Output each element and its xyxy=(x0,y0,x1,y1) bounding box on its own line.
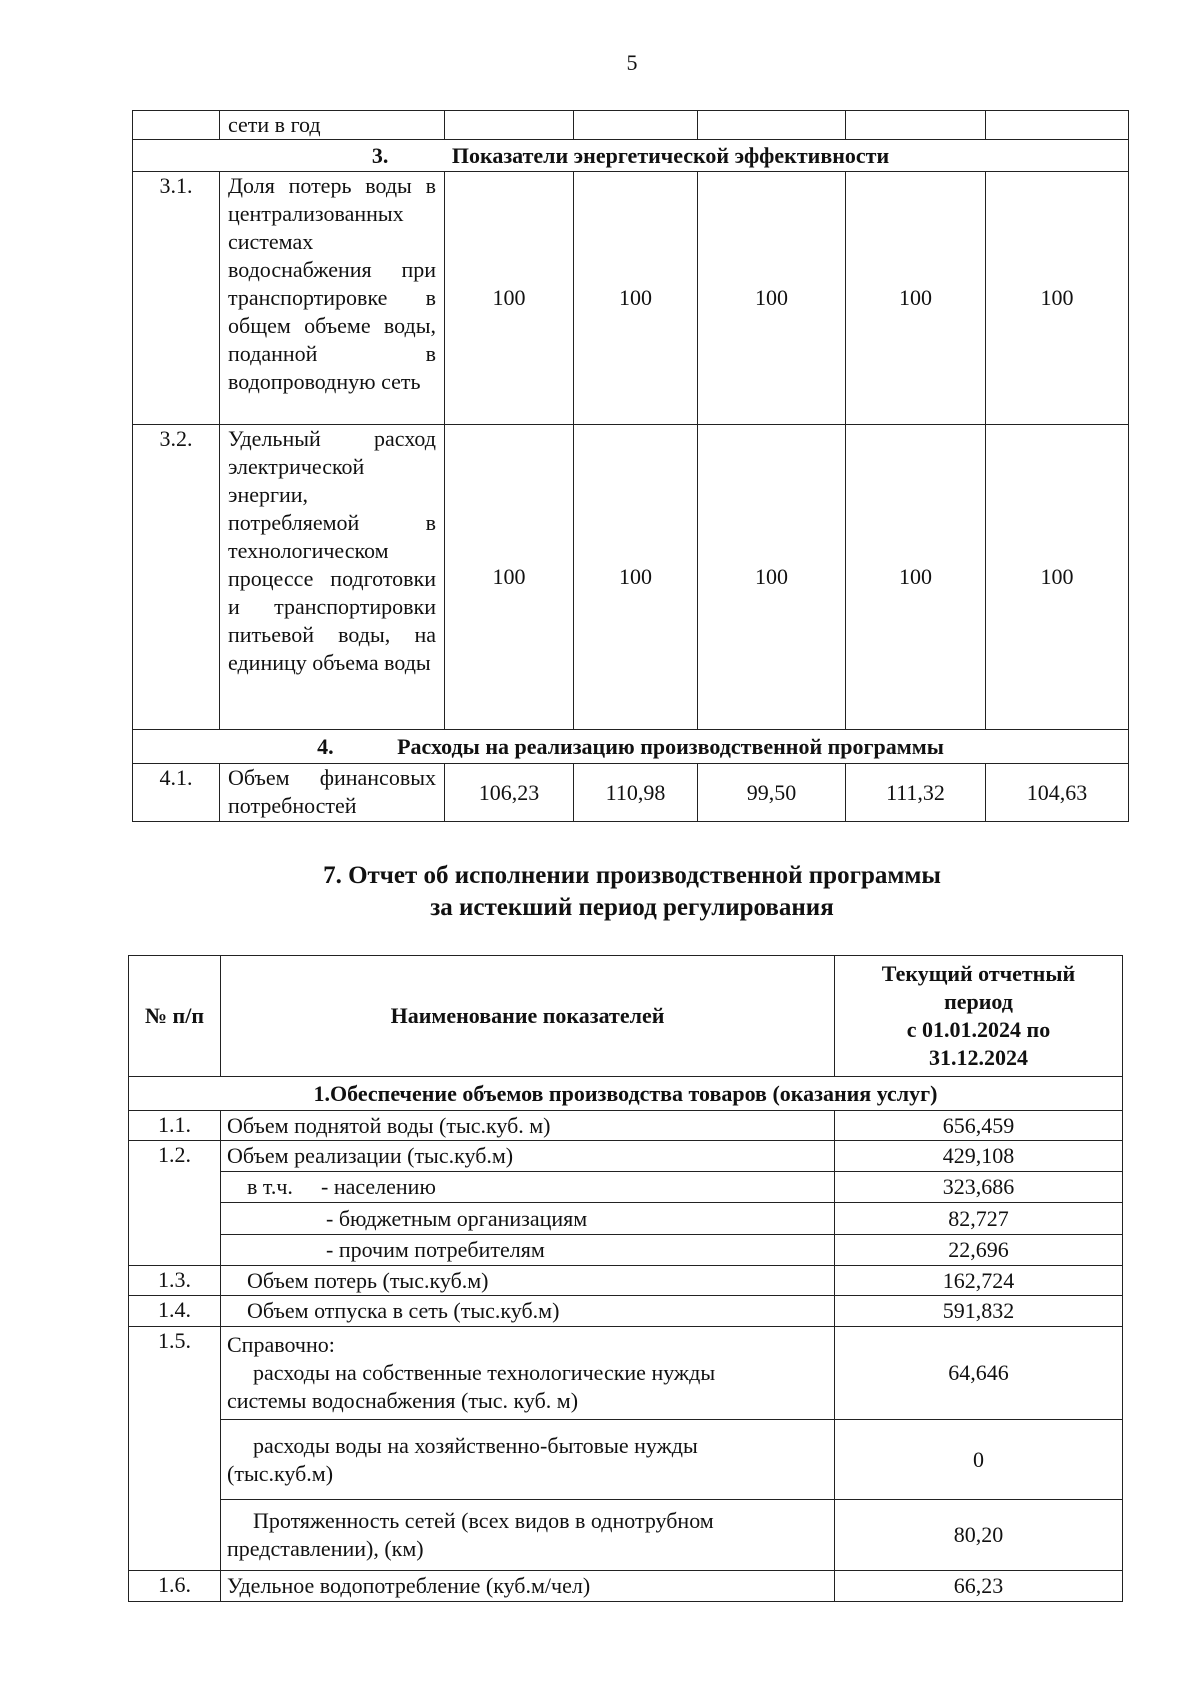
period-line: период xyxy=(944,989,1013,1014)
section-1-header: 1.Обеспечение объемов производства товаров (оказания услуг) xyxy=(129,1077,1123,1111)
row-number: 1.2. xyxy=(129,1141,221,1266)
row-number: 1.5. xyxy=(129,1327,221,1571)
section-header-row xyxy=(133,730,1129,764)
table-row xyxy=(133,172,1129,425)
indicator-line: представлении), (км) xyxy=(227,1536,424,1561)
value-cell: 100 xyxy=(846,425,986,730)
value-cell xyxy=(574,111,698,140)
header-row xyxy=(129,956,1123,1077)
indicator-name: Объем потерь (тыс.куб.м) xyxy=(221,1266,835,1296)
value-cell: 100 xyxy=(574,172,698,425)
indicator-line: Протяженность сетей (всех видов в однотрубном xyxy=(253,1508,714,1533)
value-cell: 429,108 xyxy=(835,1141,1123,1172)
indicator-line: расходы на собственные технологические нужды xyxy=(253,1360,716,1385)
indicator-name: Доля потерь воды в централизованных системах водоснабжения при транспортировке в общем объеме воды, поданной в водопроводную сеть xyxy=(220,172,445,425)
table-row xyxy=(129,1500,1123,1571)
value-cell: 99,50 xyxy=(698,764,846,822)
row-number: 1.6. xyxy=(129,1571,221,1602)
table-row xyxy=(129,1203,1123,1235)
indicator-name: Объем финансовых потребностей xyxy=(220,764,445,822)
value-cell: 66,23 xyxy=(835,1571,1123,1602)
value-cell: 82,727 xyxy=(835,1203,1123,1235)
period-line: Текущий отчетный xyxy=(881,961,1076,986)
value-cell: 100 xyxy=(986,172,1129,425)
value-cell: 100 xyxy=(445,172,574,425)
indicator-name xyxy=(221,1172,835,1203)
table-row xyxy=(133,425,1129,730)
value-cell: 656,459 xyxy=(835,1111,1123,1141)
section-title: Расходы на реализацию производственной программы xyxy=(397,733,944,759)
value-cell: 100 xyxy=(846,172,986,425)
table-row xyxy=(129,1172,1123,1203)
section-header-row xyxy=(129,1077,1123,1111)
value-cell: 100 xyxy=(986,425,1129,730)
indicator-subname: - населению xyxy=(321,1174,436,1199)
column-header-number: № п/п xyxy=(129,956,221,1077)
table-row xyxy=(133,764,1129,822)
value-cell xyxy=(698,111,846,140)
value-cell: 104,63 xyxy=(986,764,1129,822)
section-number: 3. xyxy=(371,142,389,168)
row-number: 1.3. xyxy=(129,1266,221,1296)
table-row xyxy=(129,1111,1123,1141)
value-cell: 100 xyxy=(445,425,574,730)
section-4-header xyxy=(133,730,1129,764)
row-number: 4.1. xyxy=(133,764,220,822)
row-number: 1.4. xyxy=(129,1296,221,1327)
title-line-1: 7. Отчет об исполнении производственной программы xyxy=(323,862,941,889)
section-7-title xyxy=(0,860,1200,924)
value-cell xyxy=(846,111,986,140)
table-row xyxy=(129,1266,1123,1296)
period-line: с 01.01.2024 по xyxy=(906,1017,1051,1042)
period-line: 31.12.2024 xyxy=(929,1045,1028,1070)
row-number xyxy=(133,111,220,140)
page-number: 5 xyxy=(626,50,638,75)
prefix-label: в т.ч. xyxy=(247,1174,293,1199)
indicator-name: Объем отпуска в сеть (тыс.куб.м) xyxy=(221,1296,835,1327)
table-row xyxy=(129,1141,1123,1172)
value-cell: 100 xyxy=(698,425,846,730)
column-header-period xyxy=(835,956,1123,1077)
indicator-line: (тыс.куб.м) xyxy=(227,1460,334,1486)
indicator-name: Удельный расход электрической энергии, потребляемой в технологическом процессе подготовки и транспортировки питьевой воды, на единицу объема воды xyxy=(220,425,445,730)
value-cell: 323,686 xyxy=(835,1172,1123,1203)
indicator-line: системы водоснабжения (тыс. куб. м) xyxy=(227,1388,579,1413)
efficiency-indicators-table xyxy=(132,110,1129,822)
row-number: 3.1. xyxy=(133,172,220,425)
indicator-name xyxy=(221,1500,835,1571)
value-cell xyxy=(445,111,574,140)
row-number: 3.2. xyxy=(133,425,220,730)
reference-label: Справочно: xyxy=(227,1332,335,1357)
value-cell: 100 xyxy=(698,172,846,425)
table-row xyxy=(133,111,1129,140)
value-cell: 64,646 xyxy=(835,1327,1123,1420)
indicator-name xyxy=(221,1420,835,1500)
section-number: 4. xyxy=(317,733,334,759)
value-cell xyxy=(986,111,1129,140)
indicator-name: - прочим потребителям xyxy=(221,1235,835,1266)
table-row xyxy=(129,1235,1123,1266)
table-row xyxy=(129,1571,1123,1602)
column-header-name: Наименование показателей xyxy=(221,956,835,1077)
section-3-header xyxy=(133,140,1129,172)
title-line-2: за истекший период регулирования xyxy=(430,894,834,921)
indicator-name xyxy=(221,1327,835,1420)
value-cell: 100 xyxy=(574,425,698,730)
section-title: Показатели энергетической эффективности xyxy=(451,142,890,168)
indicator-name: Объем поднятой воды (тыс.куб. м) xyxy=(221,1111,835,1141)
indicator-line: расходы воды на хозяйственно-бытовые нужды xyxy=(253,1432,698,1458)
indicator-name: - бюджетным организациям xyxy=(221,1203,835,1235)
table-row xyxy=(129,1296,1123,1327)
table-row xyxy=(129,1420,1123,1500)
value-cell: 591,832 xyxy=(835,1296,1123,1327)
indicator-name: сети в год xyxy=(220,111,445,140)
value-cell: 0 xyxy=(835,1420,1123,1500)
value-cell: 22,696 xyxy=(835,1235,1123,1266)
value-cell: 106,23 xyxy=(445,764,574,822)
value-cell: 162,724 xyxy=(835,1266,1123,1296)
row-number: 1.1. xyxy=(129,1111,221,1141)
value-cell: 111,32 xyxy=(846,764,986,822)
value-cell: 110,98 xyxy=(574,764,698,822)
value-cell: 80,20 xyxy=(835,1500,1123,1571)
indicator-name: Удельное водопотребление (куб.м/чел) xyxy=(221,1571,835,1602)
table-row xyxy=(129,1327,1123,1420)
section-header-row xyxy=(133,140,1129,172)
program-report-table xyxy=(128,955,1123,1602)
indicator-name: Объем реализации (тыс.куб.м) xyxy=(221,1141,835,1172)
